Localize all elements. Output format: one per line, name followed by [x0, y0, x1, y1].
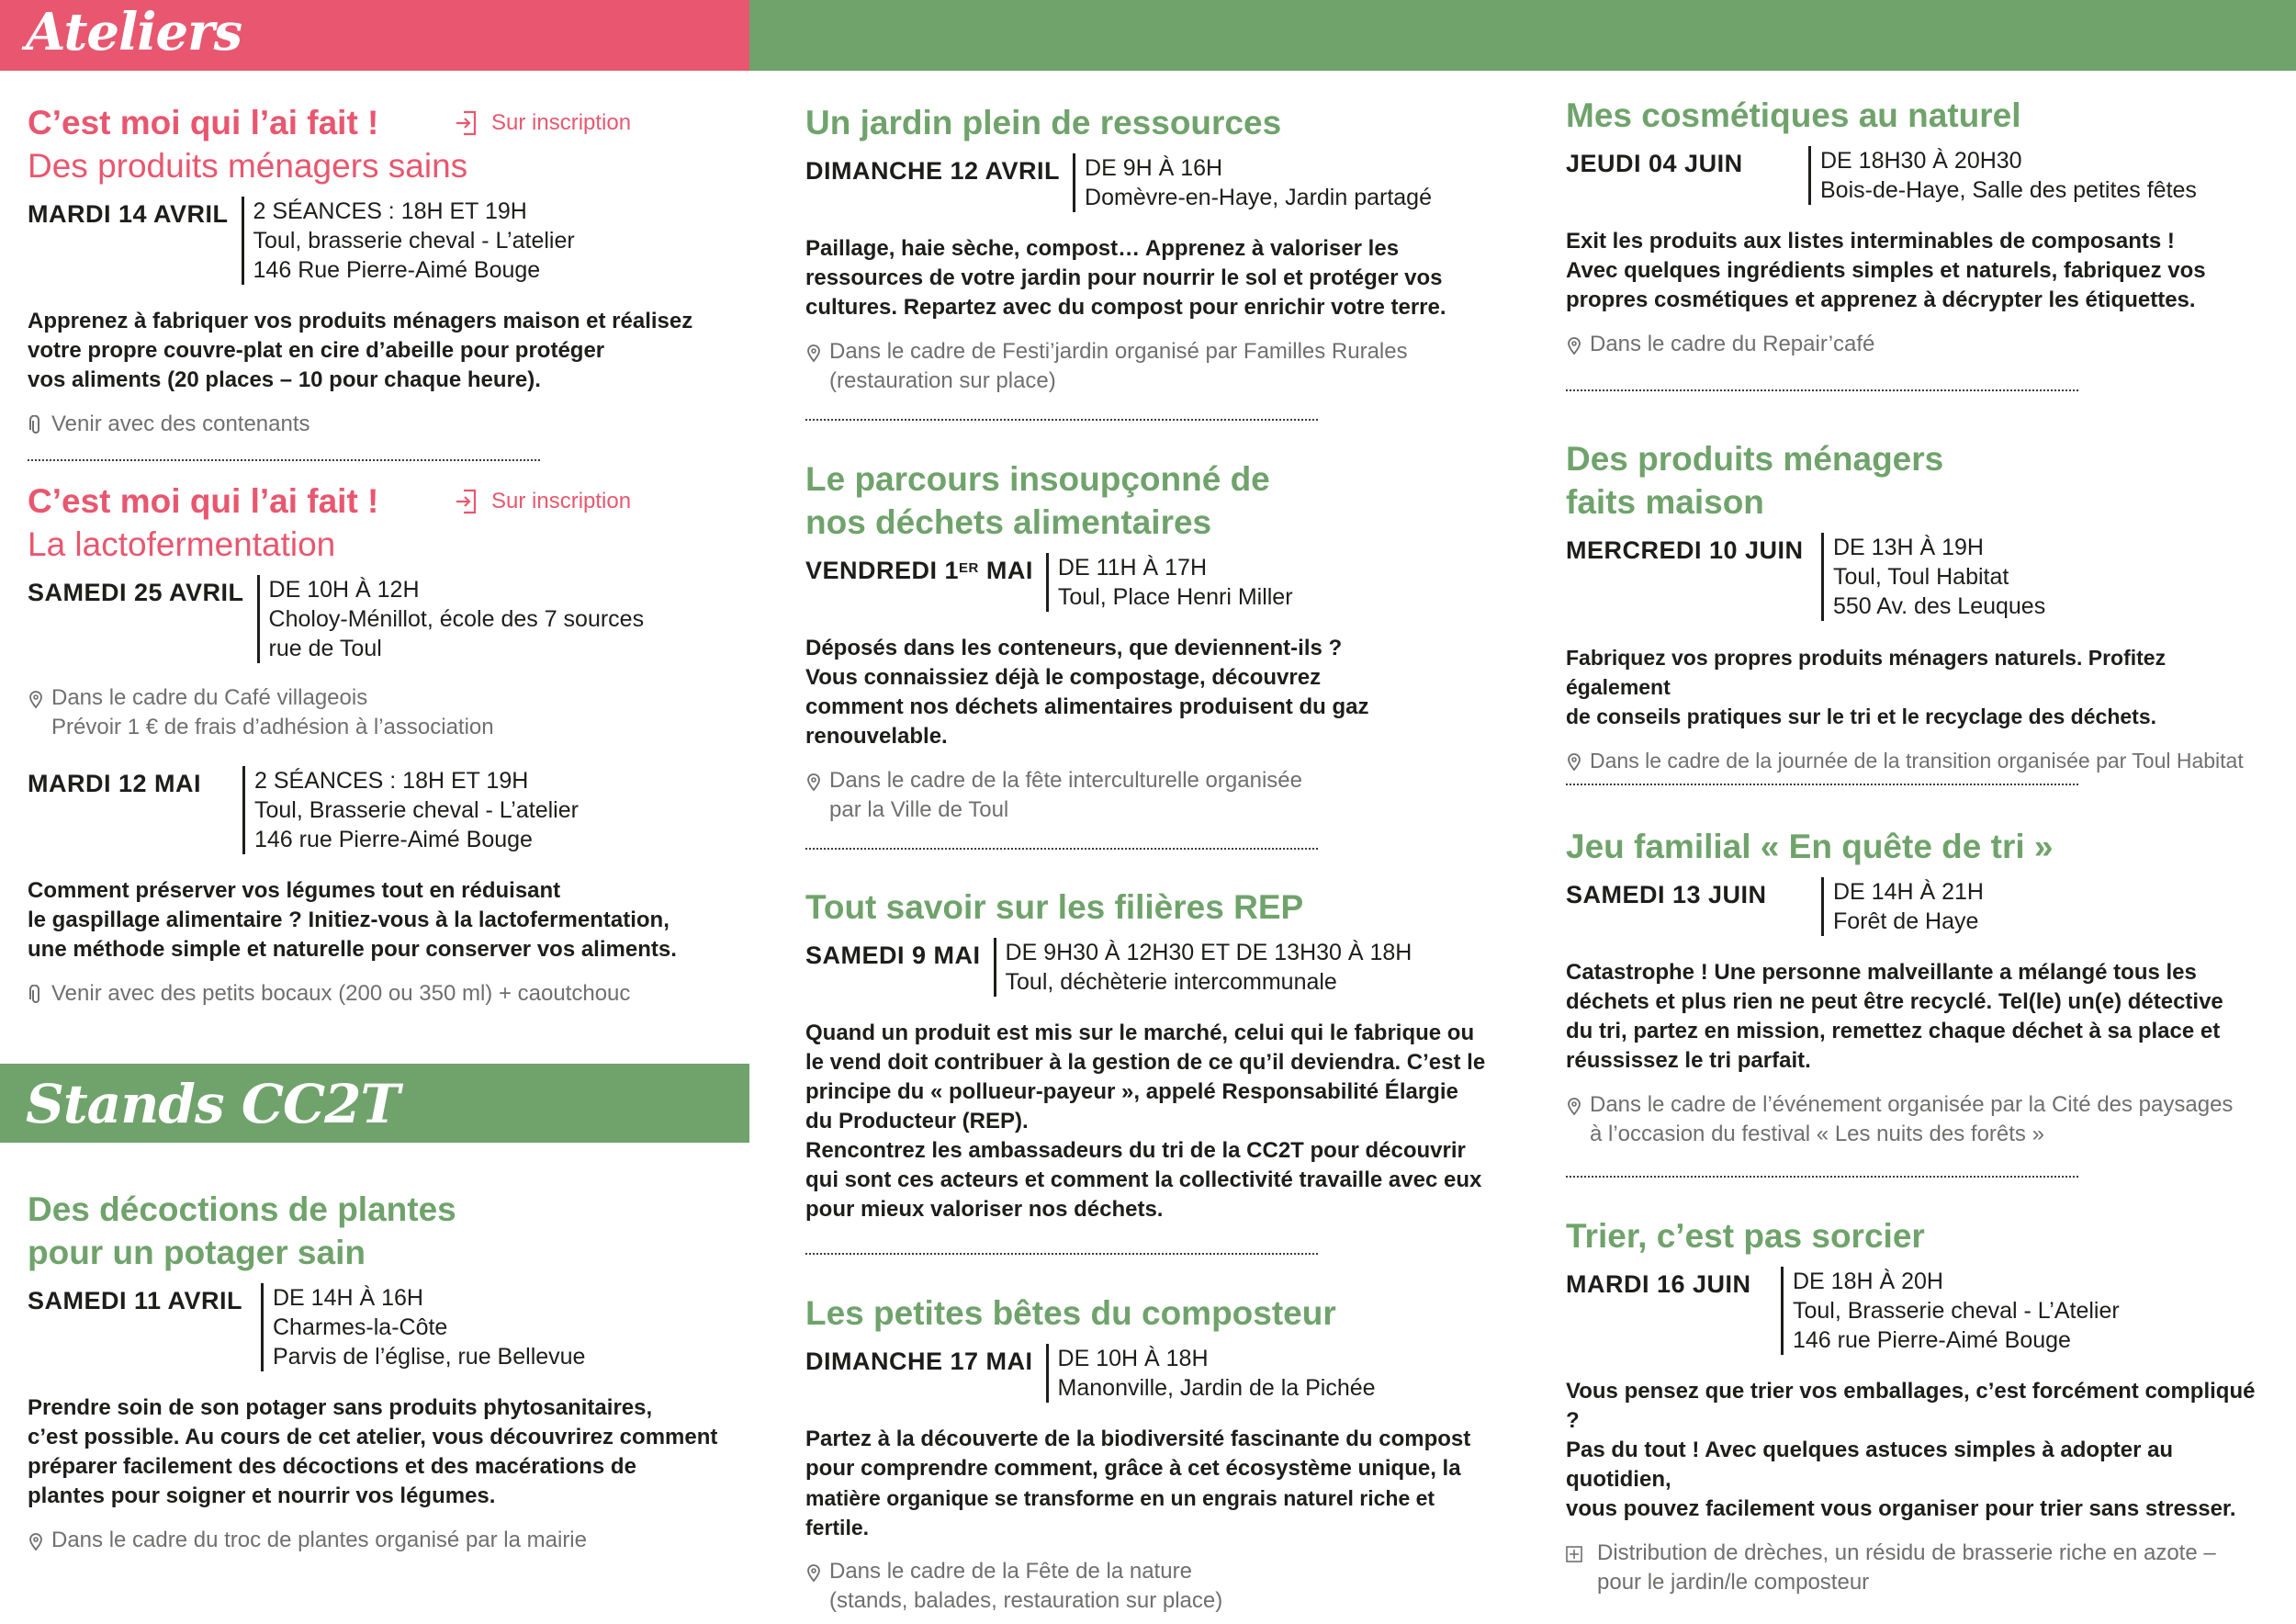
event-info — [1821, 877, 1984, 936]
desc-line: principe du « pollueur-payeur », appelé Responsabilité Élargie — [805, 1079, 1458, 1104]
event-produits-menagers-sains — [28, 101, 726, 439]
event-place: Toul, déchèterie intercommunale — [1005, 969, 1337, 995]
stands-header-band — [0, 1064, 749, 1143]
desc-line: Prendre soin de son potager sans produits phytosanitaires, — [28, 1395, 653, 1420]
note-text: (restauration sur place) — [829, 368, 1056, 393]
location-pin-icon — [805, 343, 822, 363]
note-text: Dans le cadre de la journée de la transition organisée par Toul Habitat — [1590, 749, 2244, 773]
title-line: Le parcours insoupçonné de — [805, 460, 1270, 498]
event-note — [28, 683, 726, 742]
note-text: Prévoir 1 € de frais d’adhésion à l’association — [51, 715, 494, 739]
event-day — [805, 553, 1033, 612]
dotted-separator — [805, 419, 1318, 421]
event-place: Choloy-Ménillot, école des 7 sources — [268, 606, 645, 632]
event-description — [1566, 1377, 2273, 1524]
event-description — [805, 1425, 1503, 1542]
location-pin-icon — [805, 1562, 822, 1583]
event-time: DE 14H À 21H — [1833, 879, 1984, 905]
title-line: faits maison — [1566, 483, 1764, 521]
event-day: MARDI 14 AVRIL — [28, 200, 229, 228]
event-schedule — [805, 553, 1503, 612]
event-title: Tout savoir sur les filières REP — [805, 888, 1304, 926]
event-title: C’est moi qui l’ai fait ! — [28, 482, 379, 520]
location-pin-icon — [805, 772, 822, 792]
desc-line: le gaspillage alimentaire ? Initiez-vous à la lactofermentation, — [28, 908, 670, 932]
event-schedule — [1566, 1267, 2273, 1355]
desc-line: propres cosmétiques et apprenez à décrypter les étiquettes. — [1566, 288, 2196, 312]
desc-line: vos aliments (20 places – 10 pour chaque heure). — [28, 367, 541, 392]
event-jeu-quete-tri — [1566, 825, 2273, 1149]
title-line: pour un potager sain — [28, 1234, 366, 1271]
note-text: Dans le cadre du Repair’café — [1590, 332, 1875, 356]
dotted-separator — [28, 459, 540, 461]
desc-line: cultures. Repartez avec du compost pour enrichir votre terre. — [805, 295, 1446, 320]
note-text: à l’occasion du festival « Les nuits des forêts » — [1590, 1122, 2044, 1146]
desc-line: renouvelable. — [805, 724, 948, 749]
event-cosmetiques-naturel — [1566, 94, 2273, 359]
event-schedule — [1566, 877, 2273, 936]
event-day: SAMEDI 25 AVRIL — [28, 579, 244, 606]
location-pin-icon — [1566, 1096, 1582, 1116]
event-filieres-rep — [805, 885, 1503, 1224]
desc-line: votre propre couvre-plat en cire d’abeille pour protéger — [28, 338, 605, 363]
event-place: Toul, Brasserie cheval - L’Atelier — [1793, 1298, 2120, 1324]
desc-line: c’est possible. Au cours de cet atelier, vous découvrirez comment — [28, 1425, 718, 1449]
event-description — [805, 634, 1503, 751]
event-address: 146 rue Pierre-Aimé Bouge — [1793, 1327, 2071, 1353]
day-text-end: MAI — [978, 557, 1033, 584]
title-line: Des produits ménagers — [1566, 440, 1944, 478]
desc-line: le vend doit contribuer à la gestion de ce qu’il deviendra. C’est le — [805, 1050, 1486, 1075]
event-note — [1566, 1090, 2273, 1149]
event-title: Jeu familial « En quête de tri » — [1566, 828, 2054, 865]
event-subtitle: La lactofermentation — [28, 525, 336, 563]
event-place: Toul, Brasserie cheval - L’atelier — [254, 797, 579, 823]
event-day: SAMEDI 9 MAI — [805, 942, 981, 969]
login-icon — [455, 109, 478, 137]
day-text: VENDREDI 1 — [805, 557, 960, 584]
event-schedule — [28, 1283, 726, 1371]
event-schedule — [805, 153, 1503, 212]
location-pin-icon — [1566, 335, 1582, 355]
event-time: 2 SÉANCES : 18H ET 19H — [254, 768, 529, 794]
event-info — [257, 575, 645, 663]
dotted-separator — [1566, 389, 2078, 391]
note-text: Distribution de drèches, un résidu de brasserie riche en azote – — [1597, 1540, 2216, 1565]
column-left — [28, 0, 726, 1624]
event-info — [242, 197, 575, 285]
desc-line: Catastrophe ! Une personne malveillante a mélangé tous les — [1566, 960, 2197, 985]
note-text: Venir avec des contenants — [51, 412, 310, 436]
event-schedule — [28, 575, 726, 663]
event-description — [28, 876, 726, 964]
desc-line: Rencontrez les ambassadeurs du tri de la CC2T pour découvrir — [805, 1138, 1466, 1163]
event-description — [28, 1393, 726, 1511]
event-place: Charmes-la-Côte — [273, 1314, 448, 1340]
event-info — [994, 938, 1412, 997]
event-note — [805, 1557, 1503, 1616]
event-info — [1046, 553, 1293, 612]
event-schedule-2 — [28, 766, 726, 854]
event-place: Toul, brasserie cheval - L’atelier — [253, 228, 575, 254]
desc-line: préparer facilement des décoctions et des macérations de — [28, 1454, 636, 1479]
event-schedule — [1566, 146, 2273, 205]
event-place: Toul, Place Henri Miller — [1057, 584, 1293, 610]
event-place: Forêt de Haye — [1833, 908, 1979, 934]
event-place: Toul, Toul Habitat — [1833, 564, 2009, 590]
location-pin-icon — [28, 1531, 44, 1551]
ateliers-heading: Ateliers — [26, 2, 242, 62]
event-note — [805, 766, 1503, 825]
dotted-separator — [805, 848, 1318, 850]
event-day: MERCREDI 10 JUIN — [1566, 536, 1804, 564]
event-place: Bois-de-Haye, Salle des petites fêtes — [1820, 177, 2197, 203]
desc-line: matière organique se transforme en un engrais naturel riche et fertile. — [805, 1486, 1435, 1539]
event-info — [1046, 1344, 1376, 1403]
event-subtitle: Des produits ménagers sains — [28, 147, 468, 185]
event-note — [28, 1526, 726, 1555]
note-text: (stands, balades, restauration sur place) — [829, 1588, 1223, 1613]
event-produits-menagers-maison — [1566, 437, 2273, 775]
title-line: nos déchets alimentaires — [805, 503, 1212, 541]
signup-label: Sur inscription — [491, 489, 632, 513]
event-trier-pas-sorcier — [1566, 1214, 2273, 1597]
desc-line: Vous pensez que trier vos emballages, c’est forcément compliqué ? — [1566, 1379, 2256, 1433]
event-day: SAMEDI 11 AVRIL — [28, 1287, 243, 1314]
note-text: pour le jardin/le composteur — [1597, 1570, 1870, 1595]
event-description — [805, 234, 1503, 322]
event-address: 146 rue Pierre-Aimé Bouge — [254, 827, 533, 852]
login-icon — [455, 488, 478, 515]
note-text: Dans le cadre de la fête interculturelle organisée — [829, 768, 1302, 793]
note-text: Dans le cadre du Café villageois — [51, 685, 368, 710]
desc-line: Quand un produit est mis sur le marché, celui qui le fabrique ou — [805, 1021, 1475, 1045]
signup-label: Sur inscription — [491, 110, 632, 135]
event-title: C’est moi qui l’ai fait ! — [28, 104, 379, 141]
event-description — [805, 1019, 1503, 1224]
event-title: Trier, c’est pas sorcier — [1566, 1217, 1925, 1255]
event-description — [1566, 643, 2273, 731]
event-petites-betes-composteur — [805, 1291, 1503, 1616]
stands-heading: Stands CC2T — [26, 1073, 400, 1135]
signup-badge — [455, 101, 631, 144]
event-day: MARDI 16 JUIN — [1566, 1270, 1751, 1298]
dotted-separator — [1566, 1176, 2078, 1178]
event-time: DE 18H À 20H — [1793, 1269, 1943, 1294]
desc-line: une méthode simple et naturelle pour conserver vos aliments. — [28, 937, 677, 962]
event-time: DE 10H À 12H — [268, 577, 420, 603]
event-info — [261, 1283, 585, 1371]
event-time: DE 10H À 18H — [1057, 1346, 1209, 1371]
event-place: Domèvre-en-Haye, Jardin partagé — [1085, 185, 1432, 210]
event-jardin-ressources — [805, 101, 1503, 396]
event-schedule — [805, 1344, 1503, 1403]
event-place: Manonville, Jardin de la Pichée — [1057, 1375, 1376, 1401]
event-description — [1566, 227, 2273, 315]
event-note — [28, 979, 726, 1009]
event-day: DIMANCHE 12 AVRIL — [805, 157, 1061, 185]
paperclip-icon — [28, 415, 44, 435]
note-text: Dans le cadre du troc de plantes organisé par la mairie — [51, 1528, 587, 1552]
event-title: Mes cosmétiques au naturel — [1566, 96, 2021, 134]
location-pin-icon — [1566, 751, 1582, 772]
event-time: DE 9H À 16H — [1085, 155, 1223, 181]
desc-line: Pas du tout ! Avec quelques astuces simples à adopter au quotidien, — [1566, 1438, 2174, 1492]
event-title — [1566, 437, 2273, 524]
event-title: Les petites bêtes du composteur — [805, 1294, 1336, 1332]
event-info — [1808, 146, 2197, 205]
desc-line: plantes pour soigner et nourrir vos légumes. — [28, 1483, 496, 1508]
event-note — [28, 410, 726, 439]
event-description — [28, 307, 726, 395]
day-superscript: ER — [959, 560, 979, 576]
desc-line: du tri, partez en mission, remettez chaque déchet à sa place et — [1566, 1019, 2221, 1043]
desc-line: déchets et plus rien ne peut être recyclé. Tel(le) un(e) détective — [1566, 989, 2223, 1014]
event-schedule — [1566, 533, 2273, 621]
event-time: DE 9H30 À 12H30 ET DE 13H30 À 18H — [1005, 940, 1412, 965]
desc-line: ressources de votre jardin pour nourrir le sol et protéger vos — [805, 265, 1443, 290]
event-note — [805, 337, 1503, 396]
event-time: DE 13H À 19H — [1833, 535, 1984, 560]
event-schedule — [28, 197, 726, 285]
desc-line: Avec quelques ingrédients simples et naturels, fabriquez vos — [1566, 258, 2206, 283]
note-text: Dans le cadre de la Fête de la nature — [829, 1559, 1192, 1584]
event-address: Parvis de l’église, rue Bellevue — [273, 1344, 586, 1370]
event-time: DE 14H À 16H — [273, 1285, 423, 1311]
column-right — [1566, 0, 2273, 1624]
event-title — [28, 1188, 726, 1274]
desc-line: Apprenez à fabriquer vos produits ménagers maison et réalisez — [28, 309, 693, 333]
desc-line: Exit les produits aux listes interminables de composants ! — [1566, 229, 2175, 254]
event-day: DIMANCHE 17 MAI — [805, 1348, 1033, 1375]
dotted-separator — [1566, 784, 2078, 785]
event-info — [1073, 153, 1432, 212]
paperclip-icon — [28, 985, 44, 1005]
column-middle — [805, 0, 1503, 1624]
event-note — [1566, 1539, 2273, 1597]
event-day: MARDI 12 MAI — [28, 770, 202, 797]
event-decoctions-plantes — [28, 1188, 726, 1555]
location-pin-icon — [28, 689, 44, 709]
event-schedule — [805, 938, 1503, 997]
desc-line: comment nos déchets alimentaires produisent du gaz — [805, 694, 1369, 719]
desc-line: qui sont ces acteurs et comment la collectivité travaille avec eux — [805, 1167, 1482, 1192]
desc-line: du Producteur (REP). — [805, 1109, 1029, 1133]
desc-line: Déposés dans les conteneurs, que deviennent-ils ? — [805, 636, 1343, 660]
event-address: 550 Av. des Leuques — [1833, 593, 2046, 619]
plus-square-icon — [1566, 1544, 1582, 1564]
note-text: Dans le cadre de Festi’jardin organisé par Familles Rurales — [829, 339, 1408, 364]
dotted-separator — [805, 1253, 1318, 1255]
note-text: Dans le cadre de l’événement organisée par la Cité des paysages — [1590, 1092, 2234, 1117]
note-text: Venir avec des petits bocaux (200 ou 350 ml) + caoutchouc — [51, 981, 631, 1006]
event-day: JEUDI 04 JUIN — [1566, 150, 1743, 177]
title-line: Des décoctions de plantes — [28, 1190, 456, 1228]
note-text: par la Ville de Toul — [829, 797, 1009, 822]
event-time: 2 SÉANCES : 18H ET 19H — [253, 198, 527, 224]
desc-line: de conseils pratiques sur le tri et le recyclage des déchets. — [1566, 705, 2157, 728]
event-lactofermentation — [28, 479, 726, 1009]
desc-line: réussissez le tri parfait. — [1566, 1048, 1811, 1073]
event-info — [1781, 1267, 2120, 1355]
event-description — [1566, 958, 2273, 1076]
desc-line: Vous connaissiez déjà le compostage, découvrez — [805, 665, 1322, 690]
desc-line: Partez à la découverte de la biodiversité fascinante du compost — [805, 1427, 1471, 1451]
signup-badge — [455, 479, 631, 523]
event-time: DE 18H30 À 20H30 — [1820, 148, 2022, 174]
event-parcours-dechets — [805, 457, 1503, 825]
desc-line: Paillage, haie sèche, compost… Apprenez à valoriser les — [805, 236, 1400, 261]
event-info — [242, 766, 579, 854]
desc-line: Comment préserver vos légumes tout en réduisant — [28, 878, 561, 903]
event-day: SAMEDI 13 JUIN — [1566, 881, 1767, 908]
event-time: DE 11H À 17H — [1057, 555, 1207, 581]
desc-line: Fabriquez vos propres produits ménagers naturels. Profitez également — [1566, 646, 2167, 699]
desc-line: pour mieux valoriser nos déchets. — [805, 1197, 1164, 1222]
event-title — [805, 457, 1503, 544]
event-title: Un jardin plein de ressources — [805, 104, 1282, 141]
event-note — [1566, 746, 2273, 775]
event-address: 146 Rue Pierre-Aimé Bouge — [253, 257, 541, 283]
event-note — [1566, 330, 2273, 359]
event-info — [1821, 533, 2045, 621]
desc-line: vous pouvez facilement vous organiser pour trier sans stresser. — [1566, 1496, 2236, 1521]
event-address: rue de Toul — [268, 636, 382, 661]
desc-line: pour comprendre comment, grâce à cet écosystème unique, la — [805, 1456, 1461, 1481]
